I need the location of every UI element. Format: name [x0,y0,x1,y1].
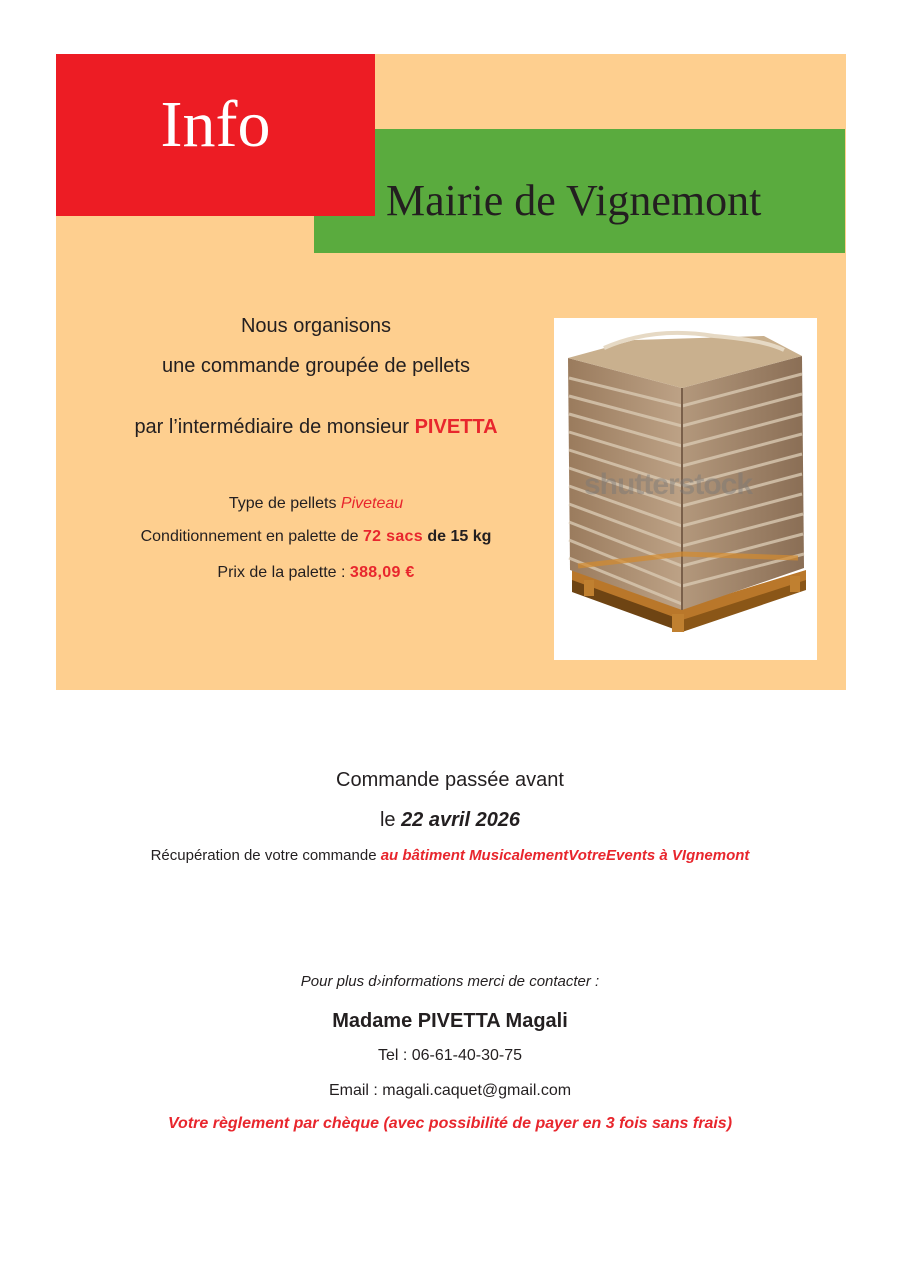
contact-intro: Pour plus d›informations merci de contacter : [300,973,600,990]
supplier-name: PIVETTA [414,416,498,438]
contact-email: Email : magali.caquet@gmail.com [328,1082,572,1099]
mairie-header-box [314,129,845,253]
order-deadline-intro: Commande passée avant [336,769,564,791]
watermark-text: shutterstock [584,468,753,501]
packaging-qty: 72 sacs [362,528,423,545]
intro-line-1: Nous organisons [240,315,392,337]
pickup-place: au bâtiment MusicalementVotreEvents à VIgnemont [380,847,750,864]
price-label: Prix de la palette : [217,564,350,581]
contact-phone: Tel : 06-61-40-30-75 [377,1047,523,1064]
pellet-pallet-photo [554,318,817,660]
intro-line-3 [56,416,576,439]
price-value: 388,09 € [349,564,415,581]
pellet-type-value: Piveteau [340,495,404,512]
packaging [56,528,576,546]
pellet-type-label: Type de pellets [228,495,341,512]
price [56,564,576,582]
pellet-type [56,495,576,513]
order-deadline-prefix: le [379,809,402,831]
packaging-weight: de 15 kg [422,528,492,545]
contact-name: Madame PIVETTA Magali [332,1010,568,1032]
mairie-title: Mairie de Vignemont [386,176,762,225]
pickup-info [0,847,900,864]
intro-line-2: une commande groupée de pellets [162,355,470,377]
pickup-label: Récupération de votre commande [150,847,381,864]
intro-line-3-prefix: par l’intermédiaire de monsieur [134,416,415,438]
payment-info: Votre règlement par chèque (avec possibilité de payer en 3 fois sans frais) [167,1115,733,1132]
info-header-box [56,54,375,216]
order-deadline-date: 22 avril 2026 [401,809,521,831]
info-title: Info [160,88,271,161]
order-deadline [0,809,900,832]
packaging-label: Conditionnement en palette de [140,528,363,545]
